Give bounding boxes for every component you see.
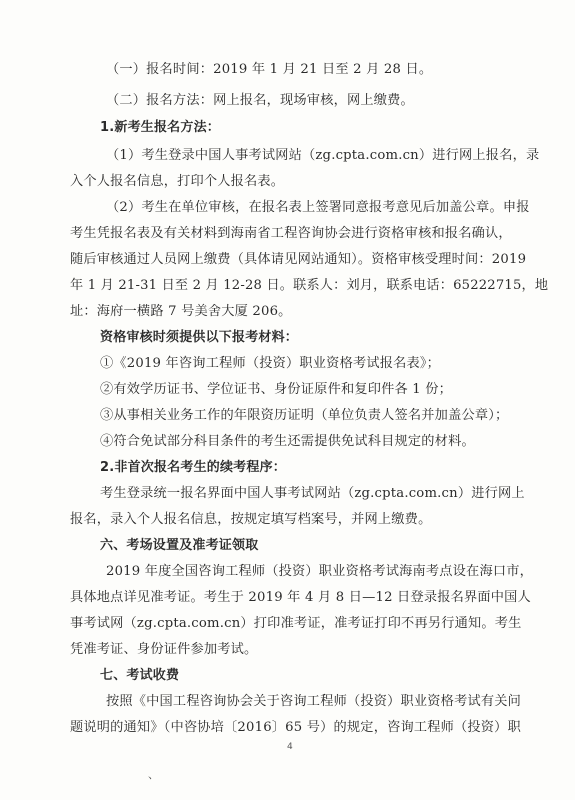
list-item: ②有效学历证书、学位证书、身份证原件和复印件各 1 份； [100, 382, 453, 397]
page-number: 4 [287, 742, 293, 752]
section-heading: 1.新考生报名方法： [100, 120, 220, 135]
chapter-heading: 七、考试收费 [100, 668, 180, 683]
text-line: 事考试网（zg.cpta.com.cn）打印准考证，准考证打印不再另行通知。考生 [70, 616, 522, 631]
text-line: （一）报名时间：2019 年 1 月 21 日至 2 月 28 日。 [106, 62, 433, 77]
text-line: 年 1 月 21-31 日至 2 月 12-28 日。联系人：刘月，联系电话：65222715，地 [70, 278, 549, 293]
text-line: 考生凭报名表及有关材料到海南省工程咨询协会进行资格审核和报名确认， [70, 226, 512, 241]
text-line: 报名，录入个人报名信息，按规定填写档案号，并网上缴费。 [70, 512, 432, 527]
text-line: （二）报名方法：网上报名，现场审核，网上缴费。 [106, 93, 414, 108]
list-item: ③从事相关业务工作的年限资历证明（单位负责人签名并加盖公章）； [100, 408, 509, 423]
text-line: 按照《中国工程咨询协会关于咨询工程师（投资）职业资格考试有关问 [106, 694, 522, 709]
section-heading: 资格审核时须提供以下报考材料： [100, 330, 299, 345]
list-item: ①《2019 年咨询工程师（投资）职业资格考试报名表》； [100, 356, 441, 371]
chapter-heading: 六、考场设置及准考证领取 [100, 538, 259, 553]
text-line: 入个人报名信息，打印个人报名表。 [70, 174, 285, 189]
text-line: 址：海府一横路 7 号美舍大厦 206。 [70, 304, 292, 319]
list-item: ④符合免试部分科目条件的考生还需提供免试科目规定的材料。 [100, 434, 475, 449]
text-line: 2019 年度全国咨询工程师（投资）职业资格考试海南考点设在海口市， [106, 564, 533, 579]
text-line: 题说明的通知》（中咨协培〔2016〕65 号）的规定，咨询工程师（投资）职 [70, 720, 521, 735]
text-line: （1）考生登录中国人事考试网站（zg.cpta.com.cn）进行网上报名，录 [106, 148, 540, 163]
text-line: （2）考生在单位审核，在报名表上签署同意报考意见后加盖公章。申报 [106, 200, 530, 215]
text-line: 考生登录统一报名界面中国人事考试网站（zg.cpta.com.cn）进行网上 [100, 486, 525, 501]
stray-mark: 、 [148, 768, 159, 781]
text-line: 具体地点详见准考证。考生于 2019 年 4 月 8 日—12 日登录报名界面中国人 [70, 590, 531, 605]
section-heading: 2.非首次报名考生的续考程序： [100, 460, 286, 475]
text-line: 随后审核通过人员网上缴费（具体请见网站通知）。资格审核受理时间：2019 [70, 252, 527, 267]
text-line: 凭准考证、身份证件参加考试。 [70, 642, 258, 657]
